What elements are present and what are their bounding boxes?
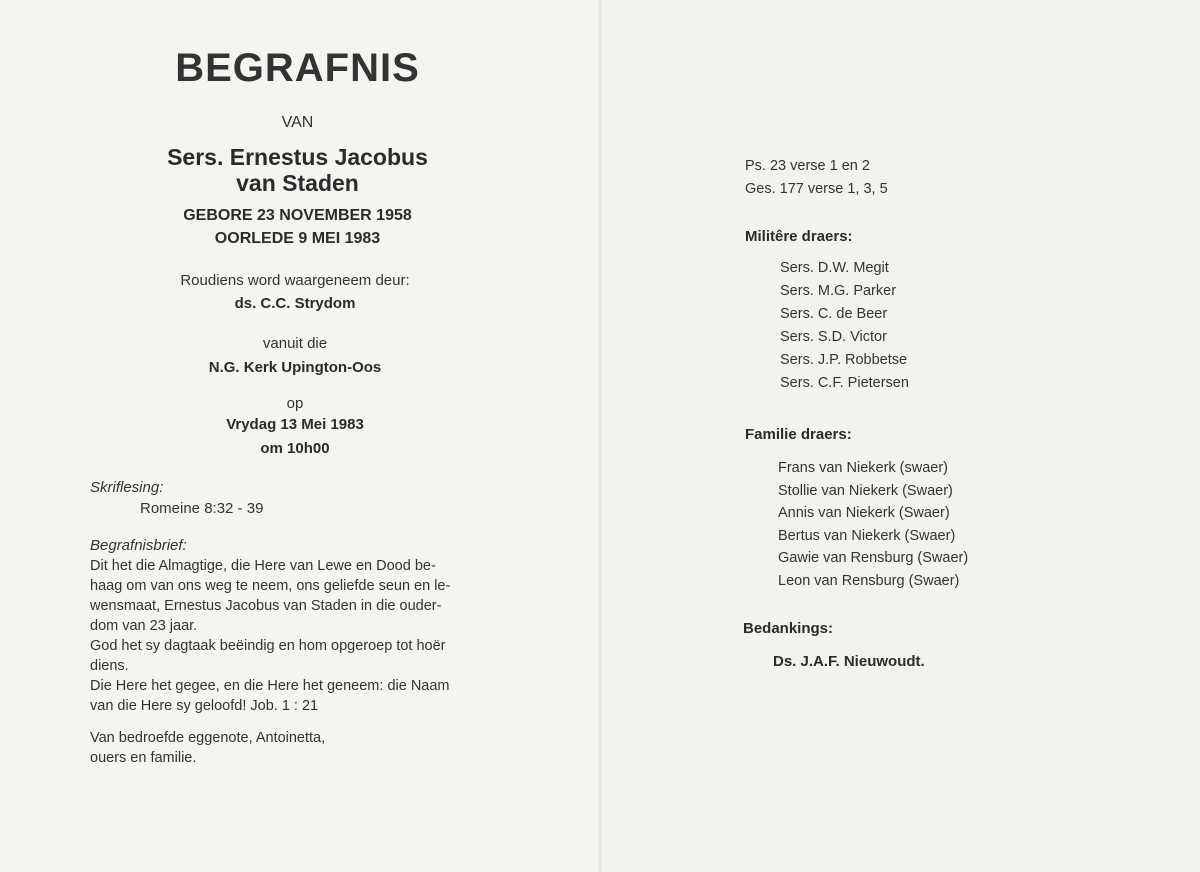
letter-line: God het sy dagtaak beëindig en hom opgeroep tot hoër <box>90 638 446 654</box>
service-date: Vrydag 13 Mei 1983 <box>226 416 364 433</box>
military-bearer: Sers. M.G. Parker <box>780 283 897 299</box>
hymn-item: Ps. 23 verse 1 en 2 <box>745 158 870 174</box>
family-bearer: Bertus van Niekerk (Swaer) <box>778 527 956 544</box>
deceased-name-line2: van Staden <box>236 170 359 196</box>
family-bearer: Gawie van Rensburg (Swaer) <box>778 550 969 567</box>
service-time: om 10h00 <box>260 440 330 457</box>
family-bearer: Frans van Niekerk (swaer) <box>778 460 949 476</box>
family-bearer: Annis van Niekerk (Swaer) <box>778 505 950 522</box>
family-bearers-heading: Familie draers: <box>745 426 852 443</box>
thanks-name: Ds. J.A.F. Nieuwoudt. <box>773 653 925 670</box>
reading-reference: Romeine 8:32 - 39 <box>140 500 264 517</box>
family-bearer: Stollie van Niekerk (Swaer) <box>778 482 953 499</box>
funeral-letter <box>90 556 500 716</box>
deceased-name-line1: Sers. Ernestus Jacobus <box>167 144 428 170</box>
op-label: op <box>286 395 304 412</box>
family-bearer: Leon van Rensburg (Swaer) <box>778 572 960 589</box>
birth-date: GEBORE 23 NOVEMBER 1958 <box>183 207 412 224</box>
service-intro: Roudiens word waargeneem deur: <box>180 272 410 289</box>
van-label: VAN <box>281 114 314 131</box>
officiating-minister: ds. C.C. Strydom <box>234 295 356 312</box>
bereaved-line: Van bedroefde eggenote, Antoinetta, <box>90 730 326 746</box>
letter-line: wensmaat, Ernestus Jacobus van Staden in die ouder- <box>90 598 442 614</box>
from-label: vanuit die <box>262 335 328 352</box>
letter-line: Die Here het gegee, en die Here het geneem: die Naam <box>90 678 450 694</box>
bereaved-family <box>90 728 500 768</box>
military-bearers-heading: Militêre draers: <box>745 228 853 245</box>
letter-heading: Begrafnisbrief: <box>90 537 187 554</box>
military-bearer: Sers. S.D. Victor <box>780 329 887 345</box>
letter-line: Dit het die Almagtige, die Here van Lewe en Dood be- <box>90 558 436 574</box>
military-bearers-list <box>780 257 909 395</box>
bereaved-line: ouers en familie. <box>90 750 197 766</box>
hymn-item: Ges. 177 verse 1, 3, 5 <box>745 181 888 197</box>
page-title: BEGRAFNIS <box>175 46 420 90</box>
thanks-heading: Bedankings: <box>743 620 834 637</box>
family-bearers-list <box>778 457 968 593</box>
letter-line: haag om van ons weg te neem, ons geliefde seun en le- <box>90 578 451 594</box>
military-bearer: Sers. C. de Beer <box>780 306 888 322</box>
military-bearer: Sers. C.F. Pietersen <box>780 375 909 391</box>
military-bearer: Sers. D.W. Megit <box>780 260 889 276</box>
hymn-list <box>745 155 888 201</box>
right-page <box>600 0 1200 872</box>
letter-line: diens. <box>90 658 129 674</box>
reading-heading: Skriflesing: <box>90 479 164 496</box>
church-name: N.G. Kerk Upington-Oos <box>208 359 382 376</box>
death-date: OORLEDE 9 MEI 1983 <box>214 230 381 247</box>
page-fold <box>598 0 602 872</box>
military-bearer: Sers. J.P. Robbetse <box>780 352 908 368</box>
letter-line: dom van 23 jaar. <box>90 618 198 634</box>
letter-line: van die Here sy geloofd! Job. 1 : 21 <box>90 698 319 714</box>
